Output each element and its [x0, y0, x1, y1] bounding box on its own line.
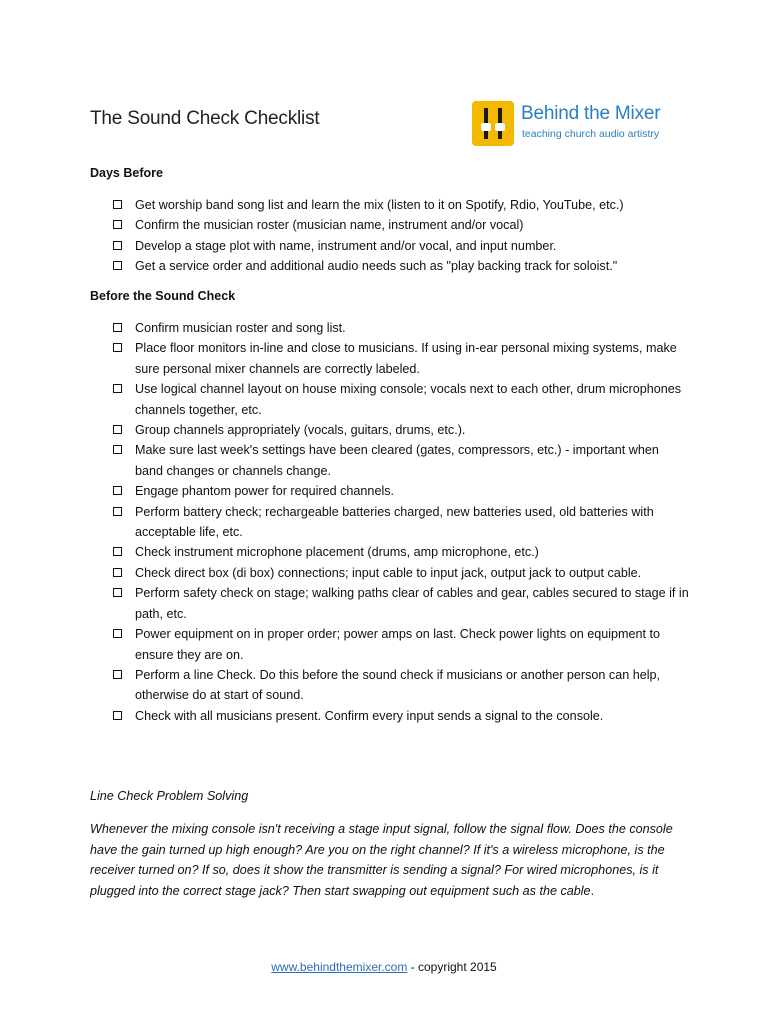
- checkbox-icon: [113, 200, 122, 209]
- checkbox-icon: [113, 343, 122, 352]
- checklist-item-text: Check direct box (di box) connections; input cable to input jack, output jack to output cable.: [135, 565, 642, 580]
- checklist-item: [110, 583, 690, 624]
- problem-solving-heading: Line Check Problem Solving: [90, 789, 249, 803]
- document-title: The Sound Check Checklist: [90, 108, 320, 129]
- page-footer: [0, 960, 768, 974]
- checkbox-icon: [113, 445, 122, 454]
- checklist-item-text: Perform battery check; rechargeable batteries charged, new batteries used, old batteries with acceptable life, etc.: [135, 504, 654, 540]
- checkbox-icon: [113, 425, 122, 434]
- checklist-item-text: Confirm the musician roster (musician name, instrument and/or vocal): [135, 218, 524, 233]
- problem-solving-text-end: .: [590, 883, 595, 898]
- mixer-fader-icon: [472, 101, 514, 146]
- checkbox-icon: [113, 261, 122, 270]
- behind-the-mixer-logo: [472, 101, 687, 147]
- checkbox-icon: [113, 670, 122, 679]
- checklist-item: [110, 706, 690, 726]
- problem-solving-text: Whenever the mixing console isn't receiving a stage input signal, follow the signal flow. Does the console have the gain turned up high enough? Are you on the right channel? If it's a wireless microphone, is the receiver turned on? If so, does it show the transmitter is sending a signal? For wired microphones, is it plugged into the correct stage jack? Then start swapping out equipment such as the cable: [90, 822, 673, 898]
- checklist-item-text: Place floor monitors in-line and close to musicians. If using in-ear personal mixing systems, make sure personal mixer channels are correctly labeled.: [135, 341, 677, 376]
- checklist-item: [110, 542, 690, 562]
- checklist-item: [110, 665, 690, 706]
- checklist-item-text: Confirm musician roster and song list.: [135, 321, 346, 335]
- checkbox-icon: [113, 384, 122, 393]
- checkbox-icon: [113, 241, 122, 250]
- checklist-item-text: Develop a stage plot with name, instrument and/or vocal, and input number.: [135, 238, 557, 253]
- checklist-item: [110, 338, 690, 379]
- checklist-item: [110, 195, 690, 215]
- checklist-item-text: Get a service order and additional audio needs such as "play backing track for soloist.": [135, 259, 618, 274]
- checkbox-icon: [113, 711, 122, 720]
- checklist-item: [110, 379, 690, 420]
- before-sound-check-checklist: [110, 318, 690, 726]
- website-link[interactable]: www.behindthemixer.com: [271, 960, 408, 974]
- checklist-item-text: Perform safety check on stage; walking paths clear of cables and gear, cables secured to stage if in path, etc.: [135, 586, 689, 621]
- checklist-item: [110, 236, 690, 256]
- logo-name: Behind the Mixer: [521, 103, 661, 124]
- checklist-item: [110, 481, 690, 501]
- logo-tagline: teaching church audio artistry: [522, 128, 660, 140]
- checkbox-icon: [113, 507, 122, 516]
- days-before-checklist: [110, 195, 690, 277]
- checklist-item: [110, 440, 690, 481]
- checklist-item-text: Perform a line Check. Do this before the sound check if musicians or another person can help, otherwise do at start of sound.: [135, 667, 661, 703]
- days-before-heading: Days Before: [90, 166, 163, 180]
- checklist-item-text: Power equipment on in proper order; power amps on last. Check power lights on equipment to ensure they are on.: [135, 627, 661, 662]
- checkbox-icon: [113, 629, 122, 638]
- checklist-item-text: Use logical channel layout on house mixing console; vocals next to each other, drum microphones channels together, etc.: [135, 382, 682, 417]
- checklist-item-text: Engage phantom power for required channels.: [135, 484, 395, 499]
- copyright-text: - copyright 2015: [407, 960, 497, 974]
- checklist-item-text: Make sure last week's settings have been cleared (gates, compressors, etc.) - important when band changes or channels change.: [135, 443, 659, 478]
- checkbox-icon: [113, 588, 122, 597]
- checklist-item-text: Check instrument microphone placement (drums, amp microphone, etc.): [135, 545, 539, 560]
- checklist-item: [110, 502, 690, 543]
- problem-solving-paragraph: [90, 819, 680, 901]
- checklist-item-text: Get worship band song list and learn the mix (listen to it on Spotify, Rdio, YouTube, etc.): [135, 198, 624, 212]
- checklist-item: [110, 215, 690, 235]
- checklist-item: [110, 256, 690, 276]
- checkbox-icon: [113, 568, 122, 577]
- checklist-item-text: Check with all musicians present. Confirm every input sends a signal to the console.: [135, 708, 604, 723]
- checklist-item: [110, 420, 690, 440]
- checkbox-icon: [113, 486, 122, 495]
- before-sound-check-heading: Before the Sound Check: [90, 289, 236, 303]
- checklist-item: [110, 624, 690, 665]
- checklist-item: [110, 563, 690, 583]
- checkbox-icon: [113, 547, 122, 556]
- checkbox-icon: [113, 220, 122, 229]
- checklist-item-text: Group channels appropriately (vocals, guitars, drums, etc.).: [135, 423, 466, 438]
- checkbox-icon: [113, 323, 122, 332]
- checklist-item: [110, 318, 690, 338]
